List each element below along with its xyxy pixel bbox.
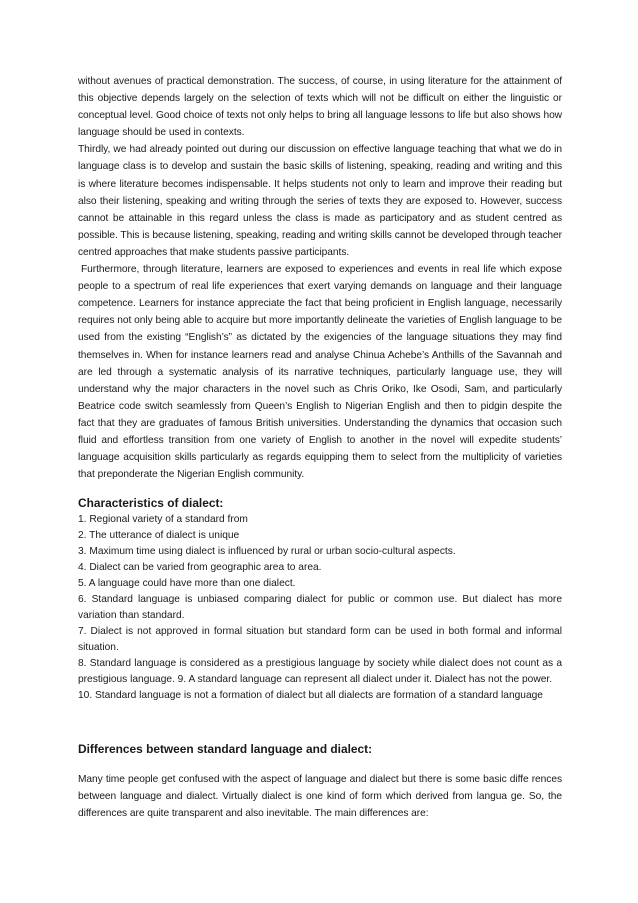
intro-section [78,73,562,483]
paragraph-thirdly: Thirdly, we had already pointed out during our discussion on effective language teaching that what we do in language class is to develop and sustain the basic skills of listening, speaking, reading and writing and this is where literature becomes indispensable. It helps students not only to learn and improve their reading but also their listening, speaking and writing through the series of texts they are exposed to. However, success cannot be attainable in this regard unless the class is made as participatory and as student centred as possible. This is because listening, speaking, reading and writing skills cannot be developed through teacher centred approaches that make students passive participants. [78,144,562,258]
list-item: 6. Standard language is unbiased comparing dialect for public or common use. But dialect has more variation than standard. [78,594,562,621]
list-item: 1. Regional variety of a standard from [78,514,248,525]
list-item: 2. The utterance of dialect is unique [78,530,240,541]
characteristics-section [78,495,562,704]
list-item: 10. Standard language is not a formation of dialect but all dialects are formation of a standard language [78,690,543,701]
list-item: 8. Standard language is considered as a prestigious language by society while dialect does not count as a prestigious language. 9. A standard language can represent all dialect under it. Dialect has not the power. [78,658,562,685]
paragraph-intro: without avenues of practical demonstration. The success, of course, in using literature for the attainment of this objective depends largely on the selection of texts which will not be difficult on either the linguistic or conceptual level. Good choice of texts not only helps to bring all language lessons to life but also shows how language should be used in contexts. [78,76,562,139]
list-item: 3. Maximum time using dialect is influenced by rural or urban socio-cultural aspects. [78,546,456,557]
characteristics-heading: Characteristics of dialect: [78,496,224,510]
list-item: 7. Dialect is not approved in formal situation but standard form can be used in both formal and informal situation. [78,626,562,653]
differences-section [78,741,562,822]
differences-paragraph: Many time people get confused with the aspect of language and dialect but there is some basic diffe rences between language and dialect. Virtually dialect is one kind of form which derived from langua ge. So, the differences are quite transparent and also inevitable. The main differences are: [78,774,562,820]
differences-heading: Differences between standard language and dialect: [78,742,373,756]
list-item: 4. Dialect can be varied from geographic area to area. [78,562,322,573]
paragraph-furthermore: Furthermore, through literature, learners are exposed to experiences and events in real life which expose people to a spectrum of real life experiences that exert varying demands on language and their language competence. Learners for instance appreciate the fact that being proficient in English language, necessarily requires not only being able to acquire but more importantly delineate the varieties of English language to be used from the existing “English’s” as dictated by the exigencies of the language situations they may find themselves in. When for instance learners read and analyse Chinua Achebe’s Anthills of the Savannah and are led through a systematic analysis of its narrative techniques, particularly language use, they will understand why the major characters in the novel such as Chris Oriko, Ike Osodi, Sam, and particularly Beatrice code switch seamlessly from Queen’s English to Nigerian English and then to pidgin despite the fact that they are graduates of famous British universities. Understanding the dynamics that occasion such fluid and effortless transition from one variety of English to another in the novel will expedite students’ language acquisition skills particularly as regards equipping them to select from the multiplicity of varieties that preponderate the Nigerian English community. [78,264,562,481]
list-item: 5. A language could have more than one dialect. [78,578,296,589]
characteristics-list [78,512,562,704]
